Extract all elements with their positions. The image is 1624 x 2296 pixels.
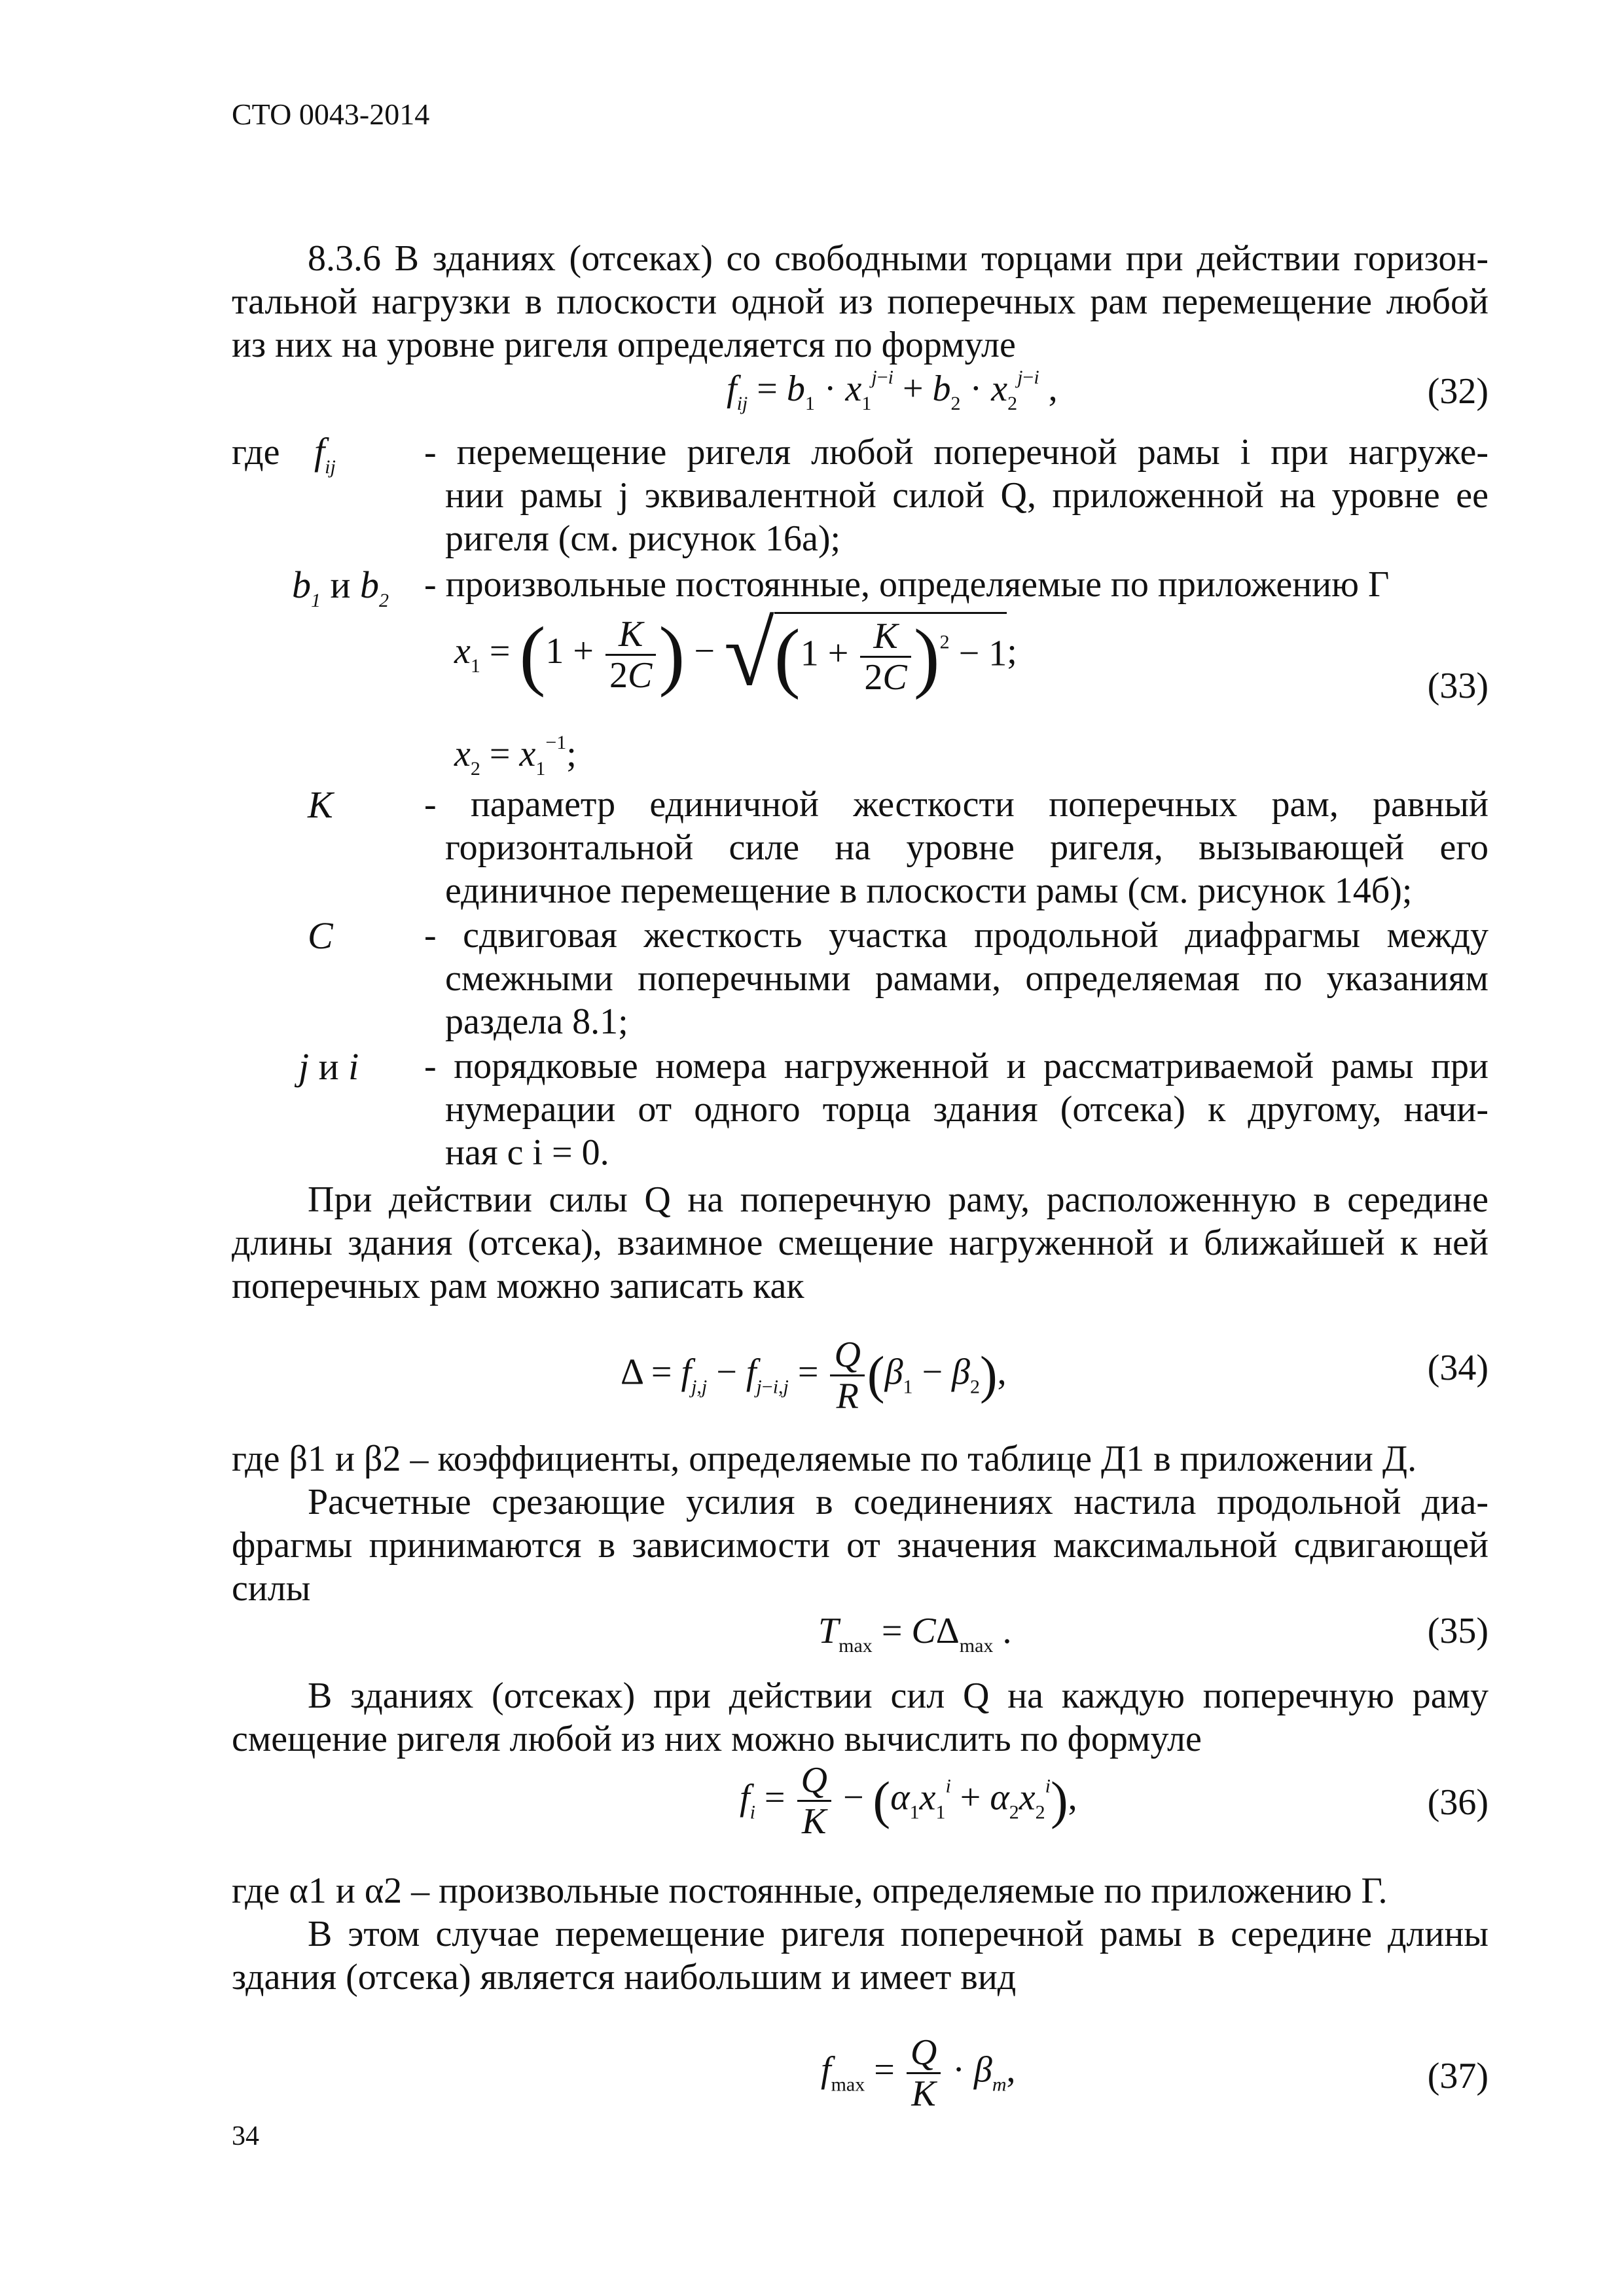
def-C-line-2: смежными поперечными рамами, определяемая по указаниям xyxy=(445,958,1489,999)
def-ji-line-3: ная с i = 0. xyxy=(445,1132,609,1173)
def-K-line-3: единичное перемещение в плоскости рамы (см. рисунок 14б); xyxy=(445,870,1413,911)
formula-33-x2: $x_2 = x_1^{-1}$; xyxy=(454,732,577,780)
para-max-line-1: В этом случае перемещение ригеля поперечной рамы в середине длины xyxy=(308,1914,1489,1954)
document-header: СТО 0043-2014 xyxy=(232,98,430,131)
where-label: где xyxy=(232,432,280,473)
symbol-fij: $f_{ij}$ xyxy=(314,430,336,478)
formula-35: $T_{max} = C\Delta_{max}$ . xyxy=(818,1611,1012,1657)
symbol-K: К xyxy=(308,783,333,826)
formula-33-x1: $x_1 = (1$ + $\frac{K}{2C}$ ) − √(1 + $\frac{K}{2C}$ )$^2$ − 1; xyxy=(454,603,1017,705)
intro-line-2: тальной нагрузки в плоскости одной из поперечных рам перемещение любой xyxy=(232,281,1489,322)
equation-number-35: (35) xyxy=(1427,1611,1489,1651)
equation-number-33: (33) xyxy=(1427,666,1489,706)
def-K-line-2: горизонтальной силе на уровне ригеля, вызывающей его xyxy=(445,827,1489,868)
para-Q-line-1: При действии силы Q на поперечную раму, расположенную в середине xyxy=(308,1179,1489,1220)
def-ji-line-1: - порядковые номера нагруженной и рассматриваемой рамы при xyxy=(424,1046,1489,1086)
def-fij-line-1: - перемещение ригеля любой поперечной рамы i при нагруже- xyxy=(424,432,1489,473)
def-K-line-1: - параметр единичной жесткости поперечных рам, равный xyxy=(424,784,1489,825)
def-ji-line-2: нумерации от одного торца здания (отсека) к другому, начи- xyxy=(445,1089,1489,1130)
symbol-b1-b2: $b_1$ и $b_2$ xyxy=(292,564,389,611)
equation-number-37: (37) xyxy=(1427,2056,1489,2096)
intro-line-1: 8.3.6 В зданиях (отсеках) со свободными торцами при действии горизон- xyxy=(308,238,1489,279)
formula-36: $f_i$ = $\frac{Q}{K}$ − $(\alpha_1x_1^i + \alpha_2x_2^i)$, xyxy=(740,1760,1077,1842)
para-T-line-1: Расчетные срезающие усилия в соединениях настила продольной диа- xyxy=(308,1482,1489,1522)
def-C-line-3: раздела 8.1; xyxy=(445,1001,628,1042)
para-max-line-2: здания (отсека) является наибольшим и имеет вид xyxy=(232,1957,1017,1998)
para-Q-line-3: поперечных рам можно записать как xyxy=(232,1266,804,1306)
intro-line-3: из них на уровне ригеля определяется по формуле xyxy=(232,325,1016,365)
para-f-line-1: В зданиях (отсеках) при действии сил Q на каждую поперечную раму xyxy=(308,1676,1489,1716)
equation-number-32: (32) xyxy=(1427,371,1489,412)
formula-32: $f_{ij} = b_1 \cdot x_1^{j-i} + b_2 \cdot x_2^{j-i}$ , xyxy=(727,367,1058,414)
equation-number-34: (34) xyxy=(1427,1348,1489,1388)
formula-34: $\Delta = f_{j,j} - f_{j-i,j}$ = $\frac{Q}{R}$ $(\beta_1 - \beta_2)$, xyxy=(621,1335,1007,1416)
para-T-line-3: силы xyxy=(232,1568,311,1609)
def-C-line-1: - сдвиговая жесткость участка продольной диафрагмы между xyxy=(424,915,1489,956)
para-f-line-2: смещение ригеля любой из них можно вычислить по формуле xyxy=(232,1719,1202,1759)
symbol-j-i: j и i xyxy=(298,1045,359,1088)
formula-37: $f_{max}$ = $\frac{Q}{K}$ · $\beta_m$, xyxy=(821,2032,1016,2114)
symbol-C: С xyxy=(308,914,333,957)
def-fij-line-3: ригеля (см. рисунок 16а); xyxy=(445,518,841,559)
beta-note: где β1 и β2 – коэффициенты, определяемые по таблице Д1 в приложении Д. xyxy=(232,1439,1417,1479)
equation-number-36: (36) xyxy=(1427,1782,1489,1823)
page-number: 34 xyxy=(232,2121,259,2151)
def-b-line: - произвольные постоянные, определяемые по приложению Г xyxy=(424,564,1390,605)
para-Q-line-2: длины здания (отсека), взаимное смещение нагруженной и ближайшей к ней xyxy=(232,1223,1489,1263)
alpha-note: где α1 и α2 – произвольные постоянные, определяемые по приложению Г. xyxy=(232,1871,1388,1911)
def-fij-line-2: нии рамы j эквивалентной силой Q, приложенной на уровне ее xyxy=(445,475,1489,516)
para-T-line-2: фрагмы принимаются в зависимости от значения максимальной сдвигающей xyxy=(232,1525,1489,1566)
